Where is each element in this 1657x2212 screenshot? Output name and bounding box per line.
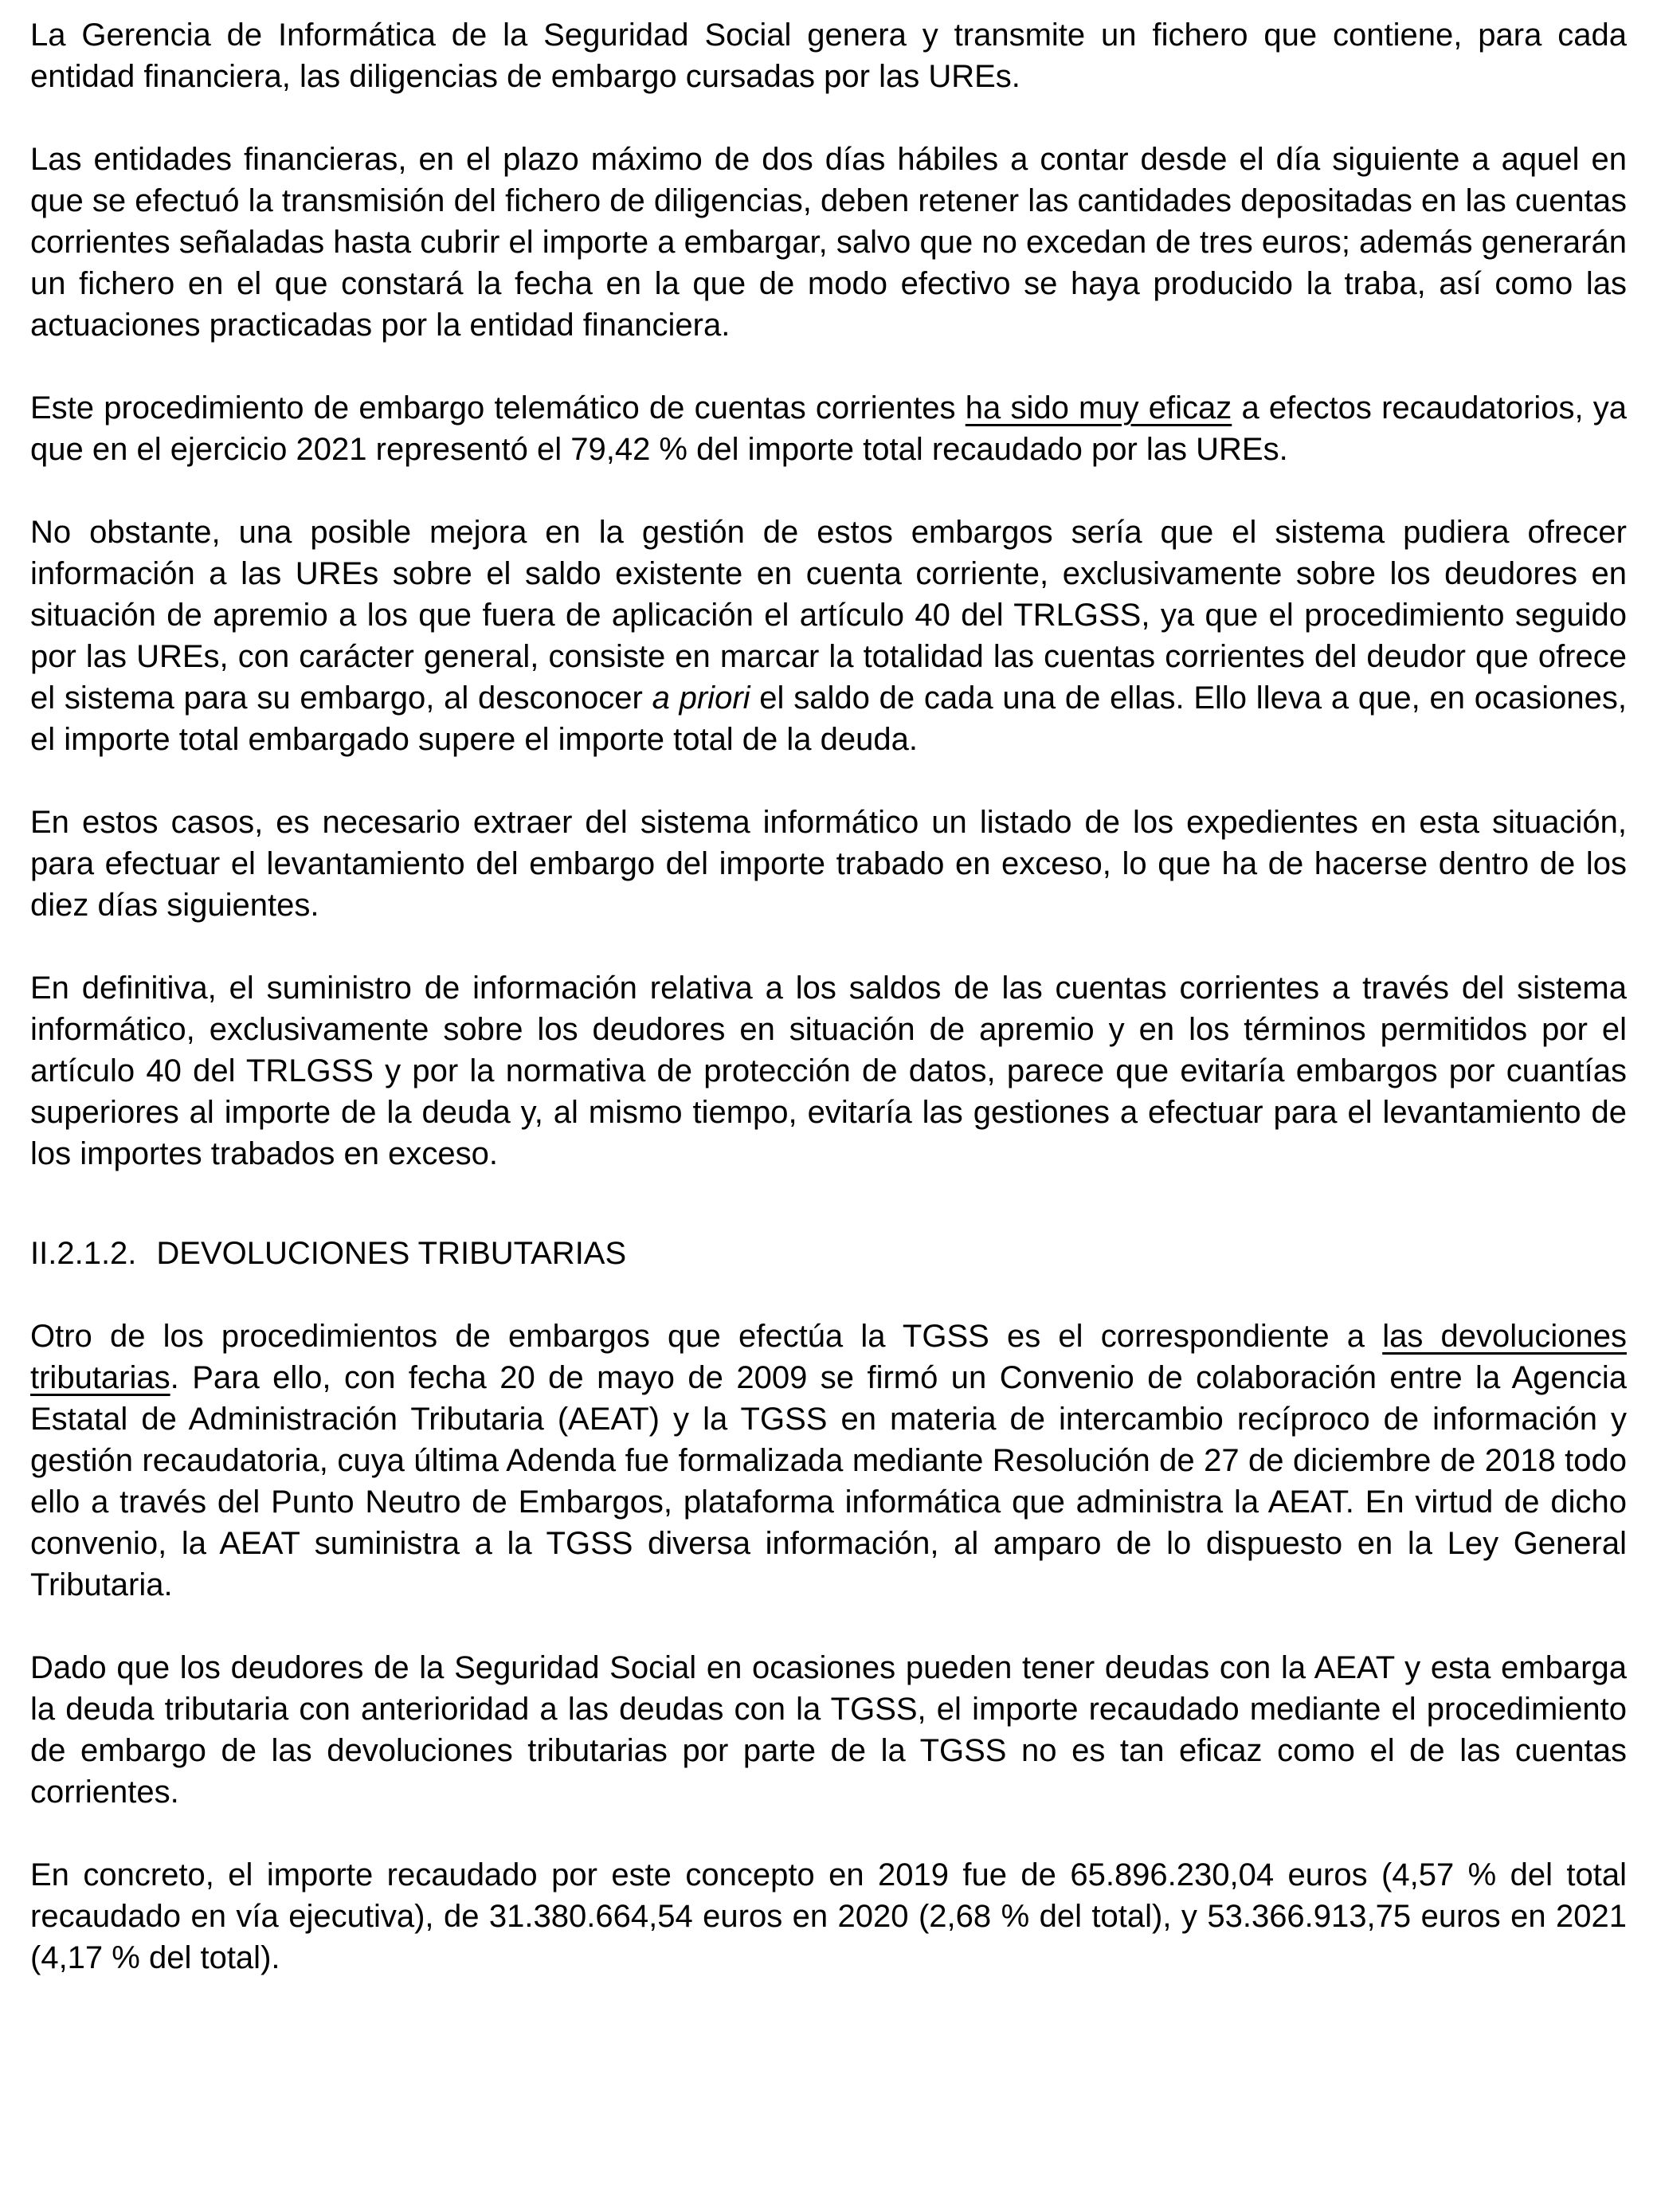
text-run: La Gerencia de Informática de la Seguridad Social genera y transmite un fichero que contiene, para cada entidad financiera, las diligencias de embargo cursadas por las UREs. — [30, 18, 1627, 94]
underlined-text: las devoluciones tributarias — [30, 1319, 1627, 1395]
paragraph — [30, 802, 1627, 926]
paragraph — [30, 1647, 1627, 1813]
underlined-text: ha sido muy eficaz — [965, 390, 1232, 426]
paragraph — [30, 1316, 1627, 1606]
italic-text: a priori — [652, 680, 750, 716]
paragraph — [30, 512, 1627, 760]
text-run: Dado que los deudores de la Seguridad Social en ocasiones pueden tener deudas con la AEAT y esta embarga la deuda tributaria con anterioridad a las deudas con la TGSS, el importe recaudado mediante el procedimiento de embargo de las devoluciones tributarias por parte de la TGSS no es tan eficaz como el de las cuentas corrientes. — [30, 1650, 1627, 1810]
text-run: el saldo de cada una de ellas. Ello lleva a que, en ocasiones, el importe total embargado supere el importe total de la deuda. — [30, 680, 1627, 757]
text-run: a efectos recaudatorios, ya que en el ejercicio 2021 representó el 79,42 % del importe total recaudado por las UREs. — [30, 390, 1628, 467]
text-run: En definitiva, el suministro de información relativa a los saldos de las cuentas corrientes a través del sistema informático, exclusivamente sobre los deudores en situación de apremio y en los términos permitidos por el artículo 40 del TRLGSS y por la normativa de protección de datos, parece que evitaría embargos por cuantías superiores al importe de la deuda y, al mismo tiempo, evitaría las gestiones a efectuar para el levantamiento de los importes trabados en exceso. — [30, 971, 1627, 1171]
text-run: Otro de los procedimientos de embargos que efectúa la TGSS es el correspondiente a — [30, 1319, 1383, 1354]
text-run: . Para ello, con fecha 20 de mayo de 2009 se firmó un Convenio de colaboración entre la Agencia Estatal de Administración Tributaria (AEAT) y la TGSS en materia de intercambio recíproco de información y gestión recaudatoria, cuya última Adenda fue formalizada mediante Resolución de 27 de diciembre de 2018 todo ello a través del Punto Neutro de Embargos, plataforma informática que administra la AEAT. En virtud de dicho convenio, la AEAT suministra a la TGSS diversa información, al amparo de lo dispuesto en la Ley General Tributaria. — [30, 1360, 1627, 1602]
section-heading — [30, 1233, 1627, 1274]
paragraph — [30, 387, 1627, 470]
text-run: Las entidades financieras, en el plazo máximo de dos días hábiles a contar desde el día siguiente a aquel en que se efectuó la transmisión del fichero de diligencias, deben retener las cantidades depositadas en las cuentas corrientes señaladas hasta cubrir el importe a embargar, salvo que no excedan de tres euros; además generarán un fichero en el que constará la fecha en la que de modo efectivo se haya producido la traba, así como las actuaciones practicadas por la entidad financiera. — [30, 142, 1627, 343]
text-run: Este procedimiento de embargo telemático de cuentas corrientes — [30, 390, 966, 426]
paragraph — [30, 1854, 1627, 1979]
paragraph — [30, 14, 1627, 97]
text-run: En estos casos, es necesario extraer del sistema informático un listado de los expedientes en esta situación, para efectuar el levantamiento del embargo del importe trabado en exceso, lo que ha de hacerse dentro de los diez días siguientes. — [30, 805, 1627, 923]
paragraph — [30, 967, 1627, 1175]
text-run: No obstante, una posible mejora en la gestión de estos embargos sería que el sistema pudiera ofrecer información a las UREs sobre el saldo existente en cuenta corriente, exclusivamente sobre los deudores en situación de apremio a los que fuera de aplicación el artículo 40 del TRLGSS, ya que el procedimiento seguido por las UREs, con carácter general, consiste en marcar la totalidad las cuentas corrientes del deudor que ofrece el sistema para su embargo, al desconocer — [30, 515, 1627, 716]
text-run: En concreto, el importe recaudado por este concepto en 2019 fue de 65.896.230,04 euros (4,57 % del total recaudado en vía ejecutiva), de 31.380.664,54 euros en 2020 (2,68 % del total), y 53.366.913,75 euros en 2021 (4,17 % del total). — [30, 1857, 1627, 1975]
paragraph — [30, 139, 1627, 346]
section-heading-number: II.2.1.2. — [30, 1236, 137, 1271]
section-heading-title: DEVOLUCIONES TRIBUTARIAS — [156, 1236, 627, 1271]
